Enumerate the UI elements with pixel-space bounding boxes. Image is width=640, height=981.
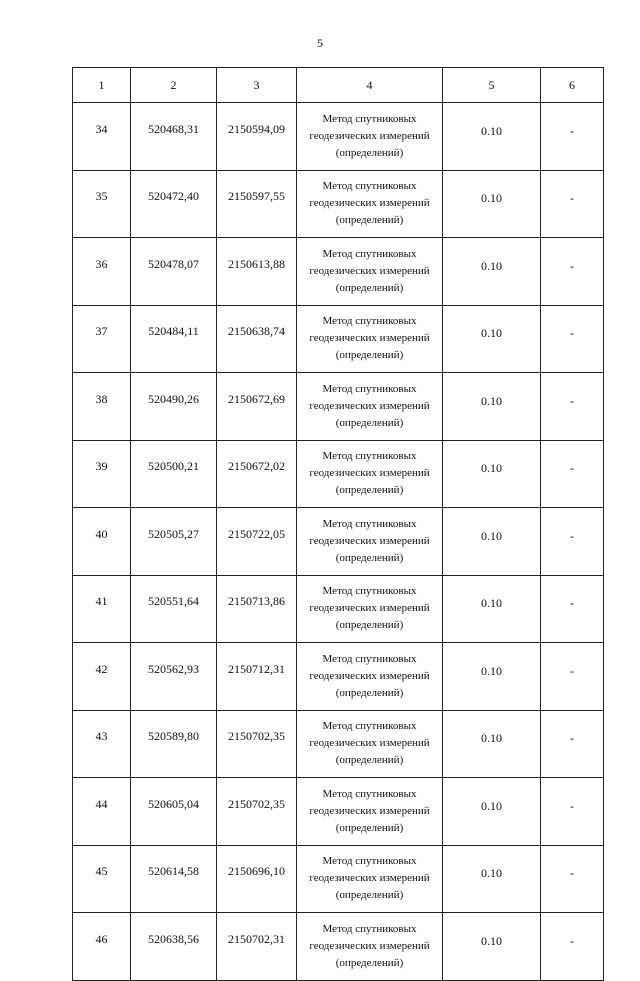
table-body xyxy=(73,103,604,981)
table-row xyxy=(73,440,604,508)
method-line: Метод спутниковых xyxy=(322,922,417,935)
x-coordinate-cell: 520551,64 xyxy=(131,575,217,643)
method-cell xyxy=(297,170,443,238)
x-coordinate-cell: 520505,27 xyxy=(131,508,217,576)
method-line: Метод спутниковых xyxy=(322,247,417,260)
header-col-5: 5 xyxy=(443,68,541,103)
table-row xyxy=(73,238,604,306)
precision-cell: 0.10 xyxy=(443,778,541,846)
method-cell xyxy=(297,305,443,373)
method-line: Метод спутниковых xyxy=(322,855,417,868)
y-coordinate-cell: 2150713,86 xyxy=(217,575,297,643)
y-coordinate-cell: 2150638,74 xyxy=(217,305,297,373)
method-line: (определений) xyxy=(335,551,404,564)
y-coordinate-cell: 2150672,69 xyxy=(217,373,297,441)
method-line: Метод спутниковых xyxy=(322,450,417,463)
point-number-cell: 43 xyxy=(73,710,131,778)
x-coordinate-cell: 520468,31 xyxy=(131,103,217,171)
method-line: (определений) xyxy=(335,889,404,902)
method-cell xyxy=(297,845,443,913)
method-line: Метод спутниковых xyxy=(322,787,417,800)
method-line: Метод спутниковых xyxy=(322,585,417,598)
method-cell xyxy=(297,643,443,711)
method-line: (определений) xyxy=(335,686,404,699)
point-number-cell: 34 xyxy=(73,103,131,171)
description-cell: - xyxy=(541,778,604,846)
method-line: геодезических измерений xyxy=(309,534,430,547)
method-line: геодезических измерений xyxy=(309,129,430,142)
description-cell: - xyxy=(541,373,604,441)
method-line: геодезических измерений xyxy=(309,399,430,412)
header-col-3: 3 xyxy=(217,68,297,103)
precision-cell: 0.10 xyxy=(443,170,541,238)
page-number: 5 xyxy=(317,36,323,50)
table-row xyxy=(73,845,604,913)
x-coordinate-cell: 520490,26 xyxy=(131,373,217,441)
x-coordinate-cell: 520500,21 xyxy=(131,440,217,508)
y-coordinate-cell: 2150702,31 xyxy=(217,913,297,981)
description-cell: - xyxy=(541,845,604,913)
description-cell: - xyxy=(541,913,604,981)
point-number-cell: 42 xyxy=(73,643,131,711)
x-coordinate-cell: 520638,56 xyxy=(131,913,217,981)
method-line: геодезических измерений xyxy=(309,467,430,480)
method-line: (определений) xyxy=(335,484,404,497)
method-line: (определений) xyxy=(335,214,404,227)
description-cell: - xyxy=(541,575,604,643)
description-cell: - xyxy=(541,103,604,171)
method-cell xyxy=(297,373,443,441)
point-number-cell: 37 xyxy=(73,305,131,373)
precision-cell: 0.10 xyxy=(443,643,541,711)
description-cell: - xyxy=(541,508,604,576)
precision-cell: 0.10 xyxy=(443,913,541,981)
precision-cell: 0.10 xyxy=(443,440,541,508)
precision-cell: 0.10 xyxy=(443,103,541,171)
x-coordinate-cell: 520562,93 xyxy=(131,643,217,711)
table-row xyxy=(73,508,604,576)
description-cell: - xyxy=(541,170,604,238)
precision-cell: 0.10 xyxy=(443,508,541,576)
y-coordinate-cell: 2150722,05 xyxy=(217,508,297,576)
method-line: геодезических измерений xyxy=(309,669,430,682)
method-line: геодезических измерений xyxy=(309,264,430,277)
description-cell: - xyxy=(541,440,604,508)
header-col-1: 1 xyxy=(73,68,131,103)
y-coordinate-cell: 2150702,35 xyxy=(217,778,297,846)
header-col-2: 2 xyxy=(131,68,217,103)
table-row xyxy=(73,575,604,643)
precision-cell: 0.10 xyxy=(443,373,541,441)
y-coordinate-cell: 2150696,10 xyxy=(217,845,297,913)
y-coordinate-cell: 2150702,35 xyxy=(217,710,297,778)
table-row xyxy=(73,170,604,238)
method-cell xyxy=(297,103,443,171)
method-cell xyxy=(297,575,443,643)
table-row xyxy=(73,305,604,373)
precision-cell: 0.10 xyxy=(443,575,541,643)
table-row xyxy=(73,778,604,846)
precision-cell: 0.10 xyxy=(443,845,541,913)
method-cell xyxy=(297,710,443,778)
y-coordinate-cell: 2150594,09 xyxy=(217,103,297,171)
precision-cell: 0.10 xyxy=(443,710,541,778)
description-cell: - xyxy=(541,643,604,711)
method-line: (определений) xyxy=(335,821,404,834)
method-line: Метод спутниковых xyxy=(322,112,417,125)
point-number-cell: 35 xyxy=(73,170,131,238)
method-line: Метод спутниковых xyxy=(322,517,417,530)
point-number-cell: 36 xyxy=(73,238,131,306)
description-cell: - xyxy=(541,305,604,373)
description-cell: - xyxy=(541,710,604,778)
method-cell xyxy=(297,913,443,981)
point-number-cell: 44 xyxy=(73,778,131,846)
method-line: Метод спутниковых xyxy=(322,720,417,733)
x-coordinate-cell: 520478,07 xyxy=(131,238,217,306)
point-number-cell: 38 xyxy=(73,373,131,441)
table-row xyxy=(73,913,604,981)
precision-cell: 0.10 xyxy=(443,238,541,306)
method-line: геодезических измерений xyxy=(309,332,430,345)
header-col-4: 4 xyxy=(297,68,443,103)
coordinates-table xyxy=(72,67,604,981)
y-coordinate-cell: 2150712,31 xyxy=(217,643,297,711)
y-coordinate-cell: 2150597,55 xyxy=(217,170,297,238)
point-number-cell: 46 xyxy=(73,913,131,981)
method-line: геодезических измерений xyxy=(309,602,430,615)
method-line: (определений) xyxy=(335,619,404,632)
x-coordinate-cell: 520605,04 xyxy=(131,778,217,846)
description-cell: - xyxy=(541,238,604,306)
method-cell xyxy=(297,238,443,306)
header-col-6: 6 xyxy=(541,68,604,103)
method-line: (определений) xyxy=(335,146,404,159)
point-number-cell: 45 xyxy=(73,845,131,913)
point-number-cell: 39 xyxy=(73,440,131,508)
table-row xyxy=(73,710,604,778)
method-line: Метод спутниковых xyxy=(322,315,417,328)
method-line: (определений) xyxy=(335,416,404,429)
method-line: геодезических измерений xyxy=(309,872,430,885)
precision-cell: 0.10 xyxy=(443,305,541,373)
table-row xyxy=(73,103,604,171)
method-line: геодезических измерений xyxy=(309,804,430,817)
method-cell xyxy=(297,508,443,576)
method-line: геодезических измерений xyxy=(309,197,430,210)
y-coordinate-cell: 2150672,02 xyxy=(217,440,297,508)
point-number-cell: 41 xyxy=(73,575,131,643)
method-line: (определений) xyxy=(335,281,404,294)
method-line: Метод спутниковых xyxy=(322,382,417,395)
y-coordinate-cell: 2150613,88 xyxy=(217,238,297,306)
point-number-cell: 40 xyxy=(73,508,131,576)
header-row xyxy=(73,68,604,103)
method-line: Метод спутниковых xyxy=(322,652,417,665)
table-row xyxy=(73,643,604,711)
method-line: Метод спутниковых xyxy=(322,180,417,193)
method-line: геодезических измерений xyxy=(309,939,430,952)
x-coordinate-cell: 520472,40 xyxy=(131,170,217,238)
table-row xyxy=(73,373,604,441)
method-line: геодезических измерений xyxy=(309,737,430,750)
method-line: (определений) xyxy=(335,754,404,767)
method-cell xyxy=(297,440,443,508)
method-line: (определений) xyxy=(335,956,404,969)
x-coordinate-cell: 520614,58 xyxy=(131,845,217,913)
method-line: (определений) xyxy=(335,349,404,362)
x-coordinate-cell: 520589,80 xyxy=(131,710,217,778)
x-coordinate-cell: 520484,11 xyxy=(131,305,217,373)
method-cell xyxy=(297,778,443,846)
